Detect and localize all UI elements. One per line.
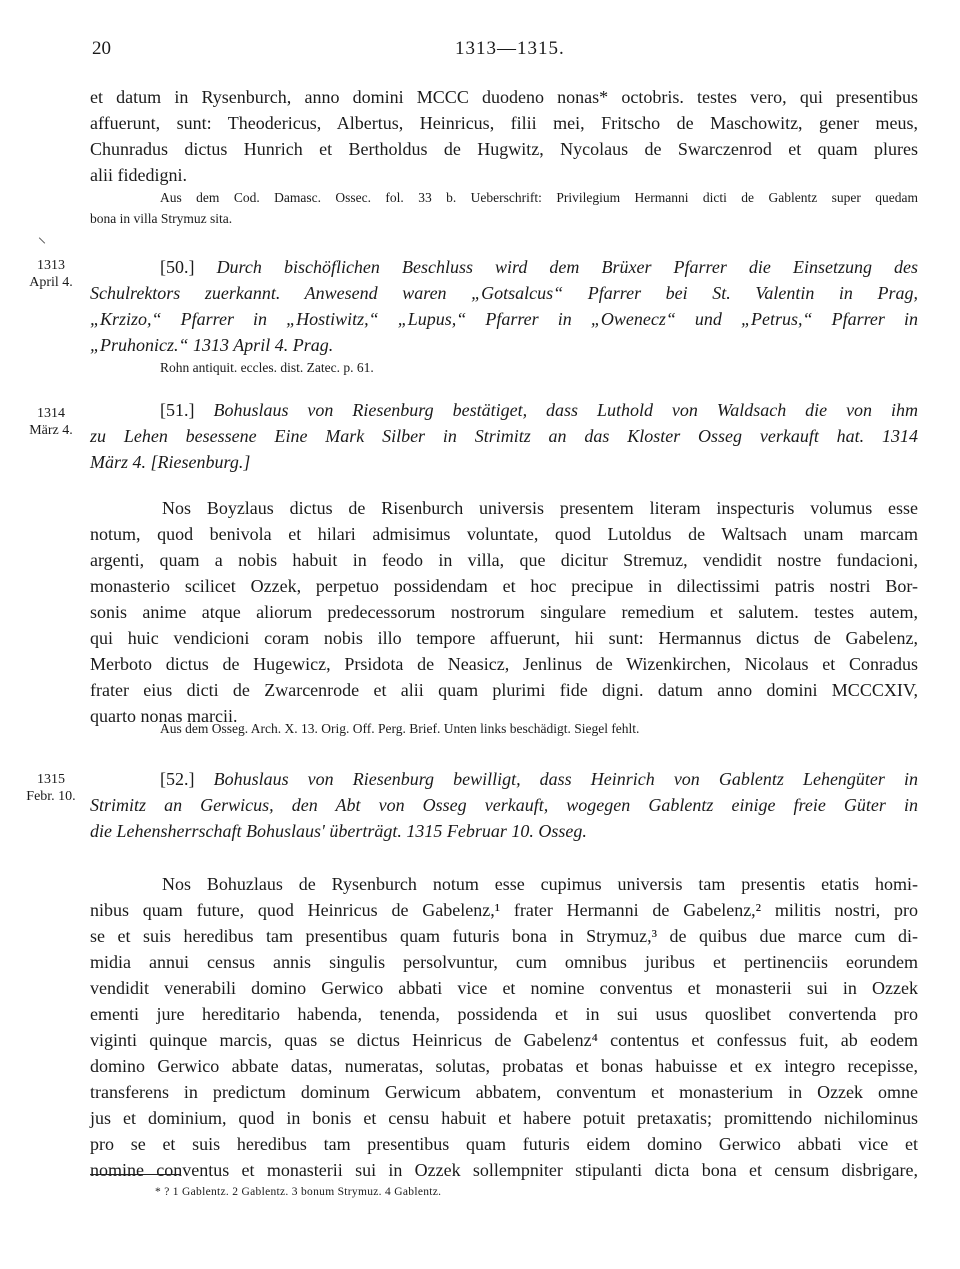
text-line: argenti, quam a nobis habuit in feodo in villa, que dicitur Stremuz, vendidit nostre fundacioni, bbox=[90, 550, 918, 570]
charter-text-52-first bbox=[162, 871, 918, 897]
paragraph-continuation bbox=[90, 84, 918, 188]
heading-text: Bohuslaus von Riesenburg bestätiget, dass Luthold von Waldsach die von ihm bbox=[213, 400, 918, 420]
heading-line: Strimitz an Gerwicus, den Abt von Osseg verkauft, wogegen Gablentz einige freie Güter in bbox=[90, 795, 918, 815]
regest-heading-50 bbox=[160, 254, 918, 280]
source-note-49-cont: bona in villa Strymuz sita. bbox=[90, 211, 233, 226]
text-line: frater eius dicti de Zwarcenrode et alii quam plurimi fide digni. datum anno domini MCCCXIV, bbox=[90, 680, 918, 700]
source-note-50: Rohn antiquit. eccles. dist. Zatec. p. 61. bbox=[160, 360, 374, 375]
text-line: Nos Bohuzlaus de Rysenburch notum esse cupimus universis tam presentis etatis homi- bbox=[162, 874, 918, 894]
charter-text-51-first bbox=[162, 495, 918, 521]
margin-day: Febr. 10. bbox=[26, 789, 76, 804]
text-line: alii fidedigni. bbox=[90, 165, 187, 185]
margin-year: 1314 bbox=[37, 406, 65, 421]
text-line: nomine conventus et monasterii sui in Ozzek sollempniter stipulanti dicta bona et censum disbrigare, bbox=[90, 1160, 918, 1180]
margin-day: März 4. bbox=[29, 423, 73, 438]
regest-heading-52 bbox=[160, 766, 918, 792]
heading-line bbox=[160, 766, 918, 792]
margin-year: 1315 bbox=[37, 772, 65, 787]
margin-tick bbox=[39, 237, 45, 243]
heading-line: zu Lehen besessene Eine Mark Silber in Strimitz an das Kloster Osseg verkauft hat. 1314 bbox=[90, 426, 918, 446]
heading-line: die Lehensherrschaft Bohuslaus' überträgt. 1315 Februar 10. Osseg. bbox=[90, 821, 587, 841]
text-line: qui huic vendicioni coram nobis illo tempore affuerunt, hii sunt: Hermannus dictus de Gabelenz, bbox=[90, 628, 918, 648]
text-line: viginti quinque marcis, quas se dictus Heinricus de Gabelenz⁴ contentus et confessus fuit, ab eodem bbox=[90, 1030, 918, 1050]
text-line: midia annui census annis singulis persolvuntur, cum omnibus juribus et pertinenciis eorundem bbox=[90, 952, 918, 972]
text-line: ementi jure hereditario habenda, tenenda, possidenda et in sui usus quoslibet convertenda pro bbox=[90, 1004, 918, 1024]
text-line: quarto nonas marcii. bbox=[90, 706, 238, 726]
footnote-rule bbox=[90, 1174, 180, 1175]
doc-number: [51.] bbox=[160, 400, 195, 420]
heading-line: Schulrektors zuerkannt. Anwesend waren „Gotsalcus“ Pfarrer bei St. Valentin in Prag, bbox=[90, 283, 918, 303]
text-line: se et suis heredibus tam presentibus quam futuris bona in Strymuz,³ de quibus due marce cum di- bbox=[90, 926, 918, 946]
margin-date-52 bbox=[20, 771, 82, 805]
text-line: jus et dominium, quod in bonis et censu habuit et habere potuit pretaxatis; promittendo nichilominus bbox=[90, 1108, 918, 1128]
margin-year: 1313 bbox=[37, 258, 65, 273]
footnotes: * ? 1 Gablentz. 2 Gablentz. 3 bonum Strymuz. 4 Gablentz. bbox=[155, 1186, 442, 1198]
regest-heading-52-cont bbox=[90, 792, 918, 844]
doc-number: [50.] bbox=[160, 257, 195, 277]
heading-line: „Krzizo,“ Pfarrer in „Hostiwitz,“ „Lupus,“ Pfarrer in „Owenecz“ und „Petrus,“ Pfarrer in bbox=[90, 309, 918, 329]
regest-heading-51 bbox=[160, 397, 918, 423]
source-note-51: Aus dem Osseg. Arch. X. 13. Orig. Off. Perg. Brief. Unten links beschädigt. Siegel fehlt. bbox=[160, 721, 640, 736]
margin-date-51 bbox=[20, 405, 82, 439]
doc-number: [52.] bbox=[160, 769, 195, 789]
text-line: affuerunt, sunt: Theodericus, Albertus, Heinricus, filii mei, Fritscho de Maschowitz, gener meus, bbox=[90, 113, 918, 133]
running-head: 1313—1315. bbox=[455, 38, 565, 59]
heading-text: Bohuslaus von Riesenburg bewilligt, dass Heinrich von Gablentz Lehengüter in bbox=[213, 769, 919, 789]
text-line: Chunradus dictus Hunrich et Bertholdus de Hugwitz, Nycolaus de Swarczenrod et quam plures bbox=[90, 139, 918, 159]
heading-line: März 4. [Riesenburg.] bbox=[90, 452, 251, 472]
text-line: nibus quam future, quod Heinricus de Gabelenz,¹ frater Hermanni de Gabelenz,² militis nostri, pro bbox=[90, 900, 918, 920]
charter-text-52 bbox=[90, 897, 918, 1183]
text-line: transferens in predictum dominum Gerwicum abbatem, conventum et monasterium in Ozzek omne bbox=[90, 1082, 918, 1102]
margin-day: April 4. bbox=[29, 275, 73, 290]
text-line: vendidit venerabili domino Gerwico abbati vice et nomine conventus et monasterii sui in Ozzek bbox=[90, 978, 918, 998]
heading-line bbox=[160, 397, 918, 423]
regest-heading-51-cont bbox=[90, 423, 918, 475]
text-line: Merboto dictus de Hugewicz, Prsidota de Neasicz, Jenlinus de Wizenkirchen, Nicolaus et Conradus bbox=[90, 654, 918, 674]
margin-date-50 bbox=[20, 257, 82, 291]
regest-heading-50-cont bbox=[90, 280, 918, 358]
heading-line bbox=[160, 254, 918, 280]
source-note-49: Aus dem Cod. Damasc. Ossec. fol. 33 b. Ueberschrift: Privilegium Hermanni dicti de Gablentz super quedam bbox=[160, 190, 918, 205]
text-line: domino Gerwico abbate datas, numeratas, solutas, probatas et bonas habuisse et ex integro recepisse, bbox=[90, 1056, 918, 1076]
text-line: sonis anime atque aliorum predecessorum nostrorum singulare remedium et salutem. testes autem, bbox=[90, 602, 918, 622]
text-line: monasterio scilicet Ozzek, perpetuo possidendam et hoc precipue in dilectissimi patris nostri Bor- bbox=[90, 576, 918, 596]
heading-text: Durch bischöflichen Beschluss wird dem Brüxer Pfarrer die Einsetzung des bbox=[216, 257, 919, 277]
text-line: et datum in Rysenburch, anno domini MCCC duodeno nonas* octobris. testes vero, qui presentibus bbox=[90, 87, 918, 107]
text-line: Nos Boyzlaus dictus de Risenburch universis presentem literam inspecturis volumus esse bbox=[162, 498, 918, 518]
page-number: 20 bbox=[92, 38, 111, 59]
text-line: pro se et suis heredibus tam presentibus quam futuris eidem domino Gerwico abbati vice et bbox=[90, 1134, 918, 1154]
heading-line: „Pruhonicz.“ 1313 April 4. Prag. bbox=[90, 335, 334, 355]
text-line: notum, quod benivola et hilari admisimus voluntate, quod Lutoldus de Waltsach unam marcam bbox=[90, 524, 918, 544]
charter-text-51 bbox=[90, 521, 918, 729]
